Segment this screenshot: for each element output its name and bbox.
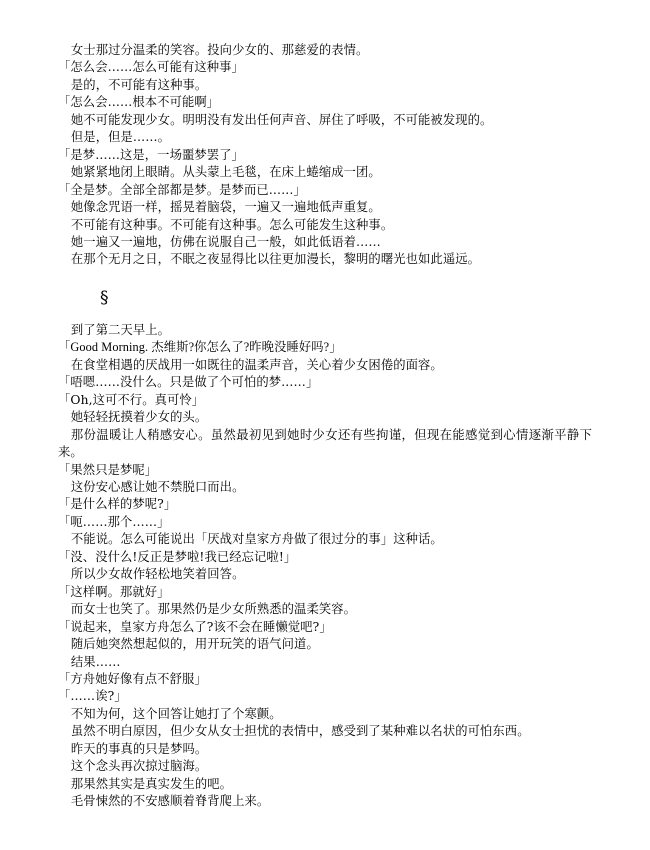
text-line: 「是梦……这是，一场噩梦罢了」 [58, 147, 244, 162]
text-line: 不知为何，这个回答让她打了个寒颤。 [70, 706, 282, 721]
text-line: 「这样啊。那就好」 [58, 584, 170, 599]
text-line: 她不可能发现少女。明明没有发出任何声音、屏住了呼吸，不可能被发现的。 [70, 112, 493, 127]
text-line: 「方舟她好像有点不舒服」 [58, 671, 207, 686]
text-line: 在那个无月之日，不眠之夜显得比以往更加漫长，黎明的曙光也如此遥远。 [70, 252, 481, 267]
text-line: 「说起来，皇家方舟怎么了?该不会在睡懒觉吧?」 [58, 619, 332, 634]
text-line: 是的，不可能有这种事。 [70, 77, 208, 92]
text-line: 到了第二天早上。 [70, 322, 171, 337]
text-line: 「怎么会……怎么可能有这种事」 [58, 60, 244, 75]
text-line: 毛骨悚然的不安感顺着脊背爬上来。 [70, 794, 270, 809]
text-line: 「怎么会……根本不可能啊」 [58, 95, 220, 110]
text-line: 不可能有这种事。不可能有这种事。怎么可能发生这种事。 [70, 217, 394, 232]
text-line: 这份安心感让她不禁脱口而出。 [70, 479, 245, 494]
text-line: 「Oh,这可不行。真可怜」 [58, 392, 205, 407]
text-line: 女士那过分温柔的笑容。投向少女的、那慈爱的表情。 [70, 43, 369, 57]
text-line: 她一遍又一遍地，仿佛在说服自己一般，如此低语着…… [70, 234, 381, 249]
text-line: 这个念头再次掠过脑海。 [70, 759, 208, 774]
text-line: 「果然只是梦呢」 [58, 462, 158, 477]
text-line: 那份温暖让人稍感安心。虽然最初见到她时少女还有些拘谨，但现在能感觉到心情逐渐平静下来。 [58, 427, 592, 460]
text-line: 「唔嗯……没什么。只是做了个可怕的梦……」 [58, 375, 319, 390]
text-line: 昨天的事真的只是梦吗。 [70, 741, 208, 756]
passage-one [58, 42, 592, 269]
text-line: 她轻轻抚摸着少女的头。 [70, 410, 208, 425]
text-line: 结果…… [70, 654, 121, 669]
passage-two [58, 322, 592, 811]
text-line: 她像念咒语一样，摇晃着脑袋，一遍又一遍地低声重复。 [70, 200, 381, 215]
section-break-marker: § [100, 287, 109, 308]
text-line: 「Good Morning. 杰维斯?你怎么了?昨晚没睡好吗?」 [58, 340, 342, 355]
text-line: 「没、没什么!反正是梦啦!我已经忘记啦!」 [58, 549, 297, 564]
text-line: 「……诶?」 [58, 689, 127, 704]
text-line: 虽然不明白原因，但少女从女士担忧的表情中，感受到了某种难以名状的可怕东西。 [70, 724, 530, 739]
text-line: 她紧紧地闭上眼睛。从头蒙上毛毯，在床上蜷缩成一团。 [70, 165, 381, 180]
text-line: 随后她突然想起似的，用开玩笑的语气问道。 [70, 637, 319, 652]
text-line: 所以少女故作轻松地笑着回答。 [70, 567, 245, 582]
text-line: 在食堂相遇的厌战用一如既往的温柔声音，关心着少女困倦的面容。 [70, 357, 443, 372]
text-line: 那果然其实是真实发生的吧。 [70, 776, 233, 791]
text-line: 不能说。怎么可能说出「厌战对皇家方舟做了很过分的事」这种话。 [70, 532, 443, 547]
text-line: 但是，但是……。 [70, 130, 171, 145]
text-line: 「是什么样的梦呢?」 [58, 497, 177, 512]
text-line: 「呃……那个……」 [58, 514, 170, 529]
text-line: 而女士也笑了。那果然仍是少女所熟悉的温柔笑容。 [70, 602, 357, 617]
text-line: 「全是梦。全部全部都是梦。是梦而已……」 [58, 182, 306, 197]
